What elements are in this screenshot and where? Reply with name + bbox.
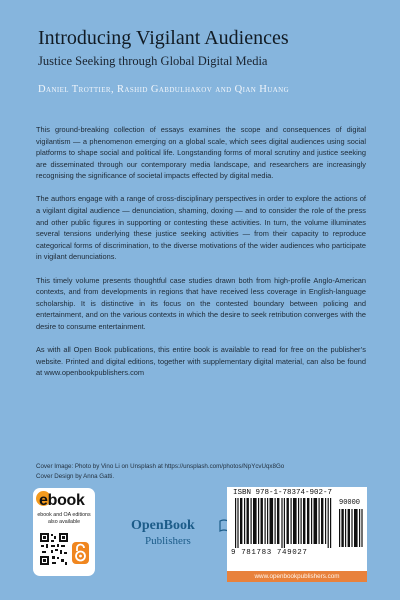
ebook-badge <box>33 488 95 576</box>
barcode-block <box>227 487 367 571</box>
isbn-text: ISBN 978-1-78374-902-7 <box>233 489 333 497</box>
blurb <box>36 124 366 390</box>
cover-image-credit: Cover Image: Photo by Vino Li on Unsplash at https://unsplash.com/photos/NpYcvUqx8Go <box>36 463 285 470</box>
book-authors: Daniel Trottier, Rashid Gabdulhakov and Qian Huang <box>38 84 290 95</box>
ean-barcode-icon <box>233 498 337 548</box>
qr-code-icon <box>39 532 69 566</box>
ebook-note-line: also available <box>47 519 81 525</box>
ean-digits: 9 781783 749027 <box>231 549 308 557</box>
ebook-note-line: ebook and OA editions <box>37 512 91 518</box>
book-title: Introducing Vigilant Audiences <box>38 27 289 49</box>
publisher-url: www.openbookpublishers.com <box>254 573 340 580</box>
open-access-icon <box>72 542 89 564</box>
cover-credits <box>36 462 366 481</box>
blurb-paragraph: As with all Open Book publications, this entire book is available to read for free on the publisher’s website. Printed and digital editions, together with supplementary digital material, can also be found at www.openbookpublishers.com <box>36 345 366 378</box>
blurb-paragraph: This timely volume presents thoughtful case studies drawn both from high-profile Anglo-American contexts, and from developments in regions that have received less coverage in English-language scholarship. It is distinctive in its focus on the contested boundary between policing and entertainment, and on the various contexts in which the desire to seek retribution converges with the desire to consume entertainment. <box>36 275 366 331</box>
publisher-url-bar <box>227 571 367 582</box>
cover-design-credit: Cover Design by Anna Gatti. <box>36 472 115 480</box>
ebook-label: ebook <box>39 492 85 509</box>
publisher-subname: Publishers <box>145 535 191 547</box>
book-subtitle: Justice Seeking through Global Digital Media <box>38 54 268 68</box>
price-code: 90000 <box>339 499 361 507</box>
blurb-paragraph: The authors engage with a range of cross-disciplinary perspectives in order to explore the actions of a vigilant digital audience — denunciation, shaming, doxing — and to consider the role of the press and other public figures in supporting or contesting these activities. In turn, the volume illuminates several tensions underlying these justice seeking activities — from their capacity to reproduce categorical forms of discrimination, to the diverse motivations of the wider audiences who participate in vigilant denunciations. <box>36 194 366 262</box>
publisher-logo <box>131 518 241 558</box>
addon-barcode-icon <box>339 509 363 547</box>
open-access-lock-icon <box>72 542 89 564</box>
ebook-note <box>36 512 92 526</box>
publisher-name: OpenBook <box>131 518 195 533</box>
blurb-paragraph: This ground-breaking collection of essays examines the scope and consequences of digital vigilantism — a phenomenon emerging on a global scale, which sees digital audiences using social platforms to shape social and political life. Longstanding forms of moral scrutiny and justice seeking are disseminated through our contemporary media landscape, and researchers are increasingly recognising the significance of societal impacts effected by digital media. <box>36 125 366 181</box>
